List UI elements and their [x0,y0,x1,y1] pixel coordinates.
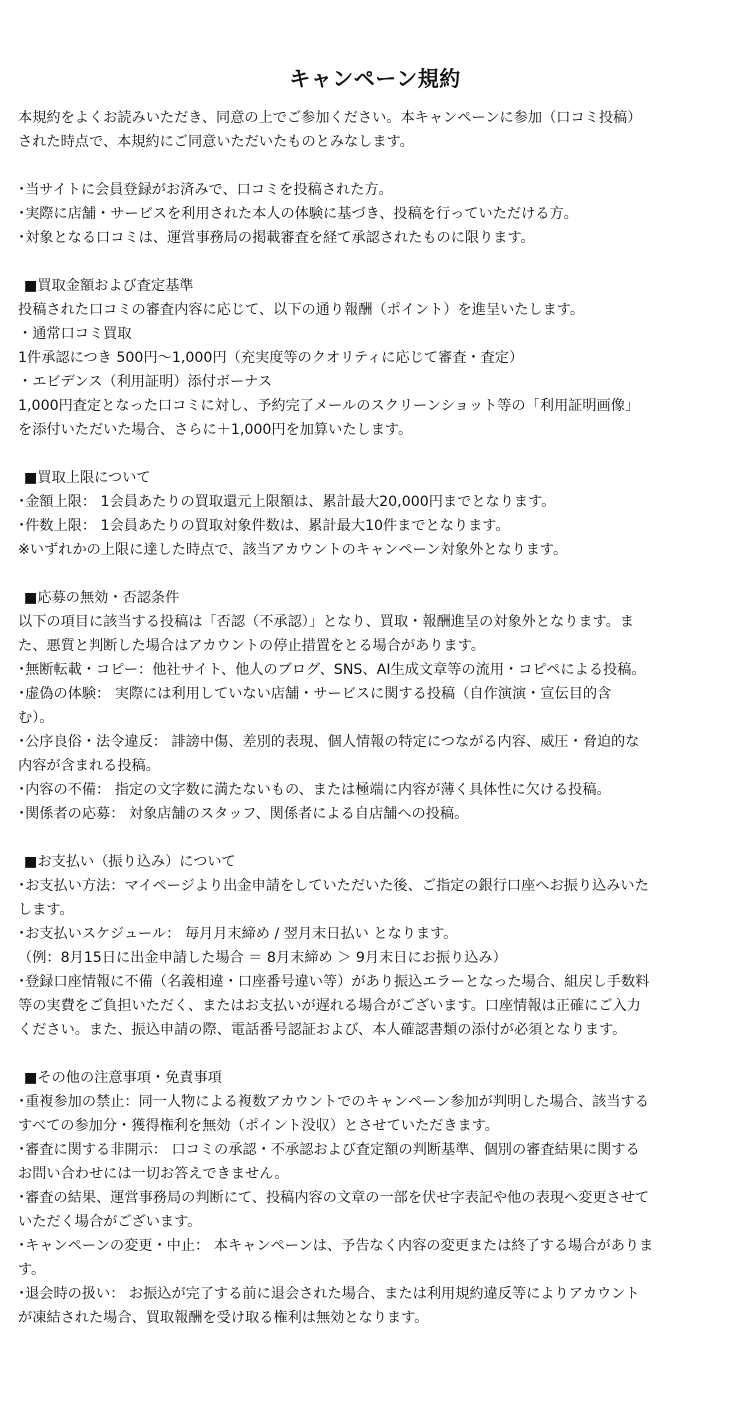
section-heading: ■買取上限について [24,470,151,486]
section-line: す。 [18,1262,46,1278]
eligibility-line: ･実際に店舗・サービスを利用された本人の体験に基づき、投稿を行っていただける方。 [18,206,578,222]
intro-block [18,106,732,154]
section-line: 1,000円査定となった口コミに対し、予約完了メールのスクリーンショット等の「利用証明画像」 [18,398,640,414]
eligibility-block [18,178,732,250]
spacer [18,154,732,178]
section-other-notes [18,1066,732,1330]
spacer [18,442,732,466]
section-line: します。 [18,902,74,918]
section-line: 等の実費をご負担いただく、またはお支払いが遅れる場合がございます。口座情報は正確にご入力 [18,998,641,1014]
section-line: が凍結された場合、買取報酬を受け取る権利は無効となります。 [18,1310,429,1326]
spacer [18,1042,732,1066]
section-line: 内容が含まれる投稿。 [18,758,160,774]
section-heading: ■応募の無効・否認条件 [24,590,180,606]
section-line: 1件承認につき 500円〜1,000円（充実度等のクオリティに応じて審査・査定） [18,350,524,366]
section-line: ※いずれかの上限に達した時点で、該当アカウントのキャンペーン対象外となります。 [18,542,568,558]
page-title: キャンペーン規約 [289,67,461,91]
intro-line: された時点で、本規約にご同意いただいたものとみなします。 [18,134,414,150]
section-line: ･登録口座情報に不備（名義相違・口座番号違い等）があり振込エラーとなった場合、組戻し手数料 [18,974,650,990]
section-line: ･無断転載・コピー：他社サイト、他人のブログ、SNS、AI生成文章等の流用・コピペによる投稿。 [18,662,646,678]
section-line: ・エビデンス（利用証明）添付ボーナス [18,374,273,390]
section-line: お問い合わせには一切お答えできません。 [18,1166,289,1182]
section-line: ･虚偽の体験： 実際には利用していない店舗・サービスに関する投稿（自作演演・宣伝目的含 [18,686,612,702]
section-invalid-conditions [18,586,732,826]
spacer [18,250,732,274]
section-line: ･審査に関する非開示： 口コミの承認・不承認および査定額の判断基準、個別の審査結果に関する [18,1142,640,1158]
section-line: ･公序良俗・法令違反： 誹謗中傷、差別的表現、個人情報の特定につながる内容、威圧・脅迫的な [18,734,640,750]
eligibility-line: ･当サイトに会員登録がお済みで、口コミを投稿された方。 [18,182,393,198]
section-line: ください。また、振込申請の際、電話番号認証および、本人確認書類の添付が必須となります。 [18,1022,627,1038]
intro-line: 本規約をよくお読みいただき、同意の上でご参加ください。本キャンペーンに参加（口コミ投稿） [18,110,642,126]
section-line: 以下の項目に該当する投稿は「否認（不承認）」となり、買取・報酬進呈の対象外となります。ま [18,614,635,630]
section-purchase-amount [18,274,732,442]
section-purchase-limit [18,466,732,562]
section-line: （例：8月15日に出金申請した場合 ＝ 8月末締め ＞ 9月末日にお振り込み） [18,950,507,966]
section-heading: ■買取金額および査定基準 [24,278,194,294]
section-line: ･件数上限： 1会員あたりの買取対象件数は、累計最大10件までとなります。 [18,518,510,534]
section-line: ･お支払い方法：マイページより出金申請をしていただいた後、ご指定の銀行口座へお振り込みいた [18,878,649,894]
section-line: いただく場合がございます。 [18,1214,202,1230]
section-line: ･退会時の扱い： お振込が完了する前に退会された場合、または利用規約違反等によりアカウント [18,1286,640,1302]
section-line: 投稿された口コミの審査内容に応じて、以下の通り報酬（ポイント）を進呈いたします。 [18,302,585,318]
spacer [18,826,732,850]
section-line: む）。 [18,710,54,726]
spacer [18,562,732,586]
section-line: ･お支払いスケジュール： 毎月月末締め / 翌月末日払い となります。 [18,926,458,942]
section-line: ･関係者の応募： 対象店舗のスタッフ、関係者による自店舗への投稿。 [18,806,469,822]
section-heading: ■その他の注意事項・免責事項 [24,1070,222,1086]
eligibility-line: ･対象となる口コミは、運営事務局の掲載審査を経て承認されたものに限ります。 [18,230,535,246]
section-heading: ■お支払い（振り込み）について [24,854,236,870]
section-line: ・通常口コミ買取 [18,326,132,342]
section-line: ･審査の結果、運営事務局の判断にて、投稿内容の文章の一部を伏せ字表記や他の表現へ変更させて [18,1190,650,1206]
section-line: た、悪質と判断した場合はアカウントの停止措置をとる場合があります。 [18,638,485,654]
section-line: すべての参加分・獲得権利を無効（ポイント没収）とさせていただきます。 [18,1118,499,1134]
section-line: ･金額上限： 1会員あたりの買取還元上限額は、累計最大20,000円までとなります。 [18,494,556,510]
section-line: ･内容の不備： 指定の文字数に満たないもの、または極端に内容が薄く具体性に欠ける投稿。 [18,782,611,798]
section-line: を添付いただいた場合、さらに＋1,000円を加算いたします。 [18,422,413,438]
section-line: ･重複参加の禁止：同一人物による複数アカウントでのキャンペーン参加が判明した場合、該当する [18,1094,649,1110]
section-line: ･キャンペーンの変更・中止： 本キャンペーンは、予告なく内容の変更または終了する場合がありま [18,1238,654,1254]
section-payment [18,850,732,1042]
